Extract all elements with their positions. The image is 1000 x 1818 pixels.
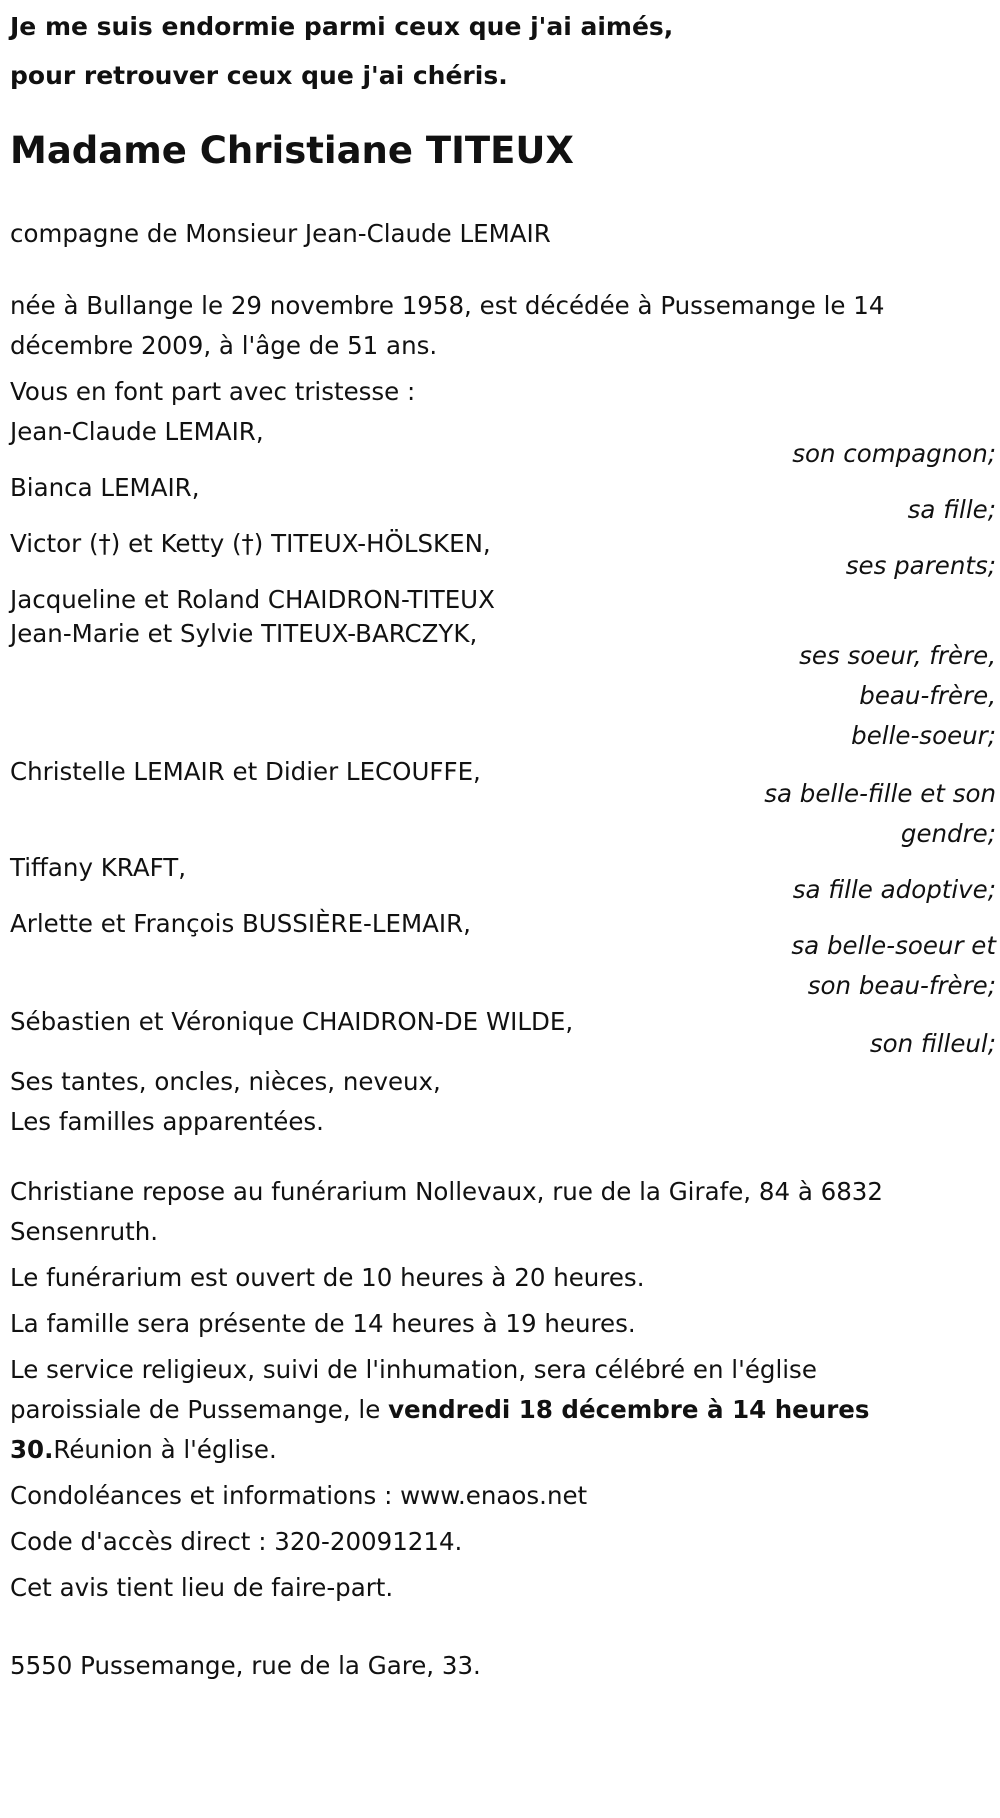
epitaph-line-1: Je me suis endormie parmi ceux que j'ai aimés,	[10, 12, 674, 41]
funeral-hours: Le funérarium est ouvert de 10 heures à 20 heures.	[10, 1263, 645, 1292]
relative-relation: sa belle-fille et son gendre;	[764, 779, 996, 848]
relative-entry	[10, 904, 996, 1006]
birth-death-line: née à Bullange le 29 novembre 1958, est décédée à Pussemange le 14 décembre 2009, à l'âge de 51 ans.	[10, 291, 885, 360]
epitaph	[10, 2, 996, 100]
relatives-list	[10, 412, 996, 1064]
relative-names: Christelle LEMAIR et Didier LECOUFFE,	[10, 757, 481, 786]
service-date: vendredi 18 décembre à 14 heures 30.	[10, 1395, 870, 1464]
relative-names: Tiffany KRAFT,	[10, 853, 186, 882]
address: 5550 Pussemange, rue de la Gare, 33.	[10, 1651, 481, 1680]
relative-entry	[10, 580, 996, 756]
relative-names: Sébastien et Véronique CHAIDRON-DE WILDE,	[10, 1007, 574, 1036]
relative-entry	[10, 752, 996, 854]
relative-relation: sa fille adoptive;	[792, 875, 996, 904]
obituary-notice	[10, 0, 996, 1686]
service-meeting: Réunion à l'église.	[53, 1435, 277, 1464]
relative-entry	[10, 1002, 996, 1064]
relative-entry	[10, 848, 996, 910]
relative-entry	[10, 468, 996, 530]
extended-family-line-1: Ses tantes, oncles, nièces, neveux,	[10, 1067, 441, 1096]
religious-service	[10, 1350, 940, 1470]
extended-family	[10, 1062, 996, 1142]
extended-family-line-2: Les familles apparentées.	[10, 1107, 324, 1136]
epitaph-line-2: pour retrouver ceux que j'ai chéris.	[10, 61, 508, 90]
relative-relation: son filleul;	[869, 1029, 996, 1058]
deceased-name: Madame Christiane TITEUX	[10, 129, 574, 172]
notice-line: Cet avis tient lieu de faire-part.	[10, 1573, 394, 1602]
relative-names: Victor (†) et Ketty (†) TITEUX-HÖLSKEN,	[10, 529, 491, 558]
relative-names: Bianca LEMAIR,	[10, 473, 200, 502]
condolences: Condoléances et informations : www.enaos.net	[10, 1481, 588, 1510]
relative-relation: ses parents;	[845, 551, 996, 580]
access-code: Code d'accès direct : 320-20091214.	[10, 1527, 463, 1556]
relative-relation: son compagnon;	[792, 439, 996, 468]
relative-entry	[10, 524, 996, 586]
announce-intro: Vous en font part avec tristesse :	[10, 377, 416, 406]
family-presence: La famille sera présente de 14 heures à 19 heures.	[10, 1309, 636, 1338]
relative-names-line-2: Jean-Marie et Sylvie TITEUX-BARCZYK,	[10, 619, 478, 648]
relative-relation: sa belle-soeur et son beau-frère;	[791, 931, 996, 1000]
relative-relation: sa fille;	[907, 495, 996, 524]
relative-names: Jean-Claude LEMAIR,	[10, 417, 264, 446]
service-intro: Le service religieux, suivi de l'inhumation, sera célébré en l'église paroissiale de Pussemange, le	[10, 1355, 817, 1424]
relative-names: Arlette et François BUSSIÈRE-LEMAIR,	[10, 909, 471, 938]
relative-relation: ses soeur, frère, beau-frère, belle-soeur;	[799, 641, 996, 750]
companion-line: compagne de Monsieur Jean-Claude LEMAIR	[10, 219, 551, 248]
relative-names-line-1: Jacqueline et Roland CHAIDRON-TITEUX	[10, 585, 495, 614]
relative-entry	[10, 412, 996, 474]
funeral-rest: Christiane repose au funérarium Nollevaux, rue de la Girafe, 84 à 6832 Sensenruth.	[10, 1177, 883, 1246]
